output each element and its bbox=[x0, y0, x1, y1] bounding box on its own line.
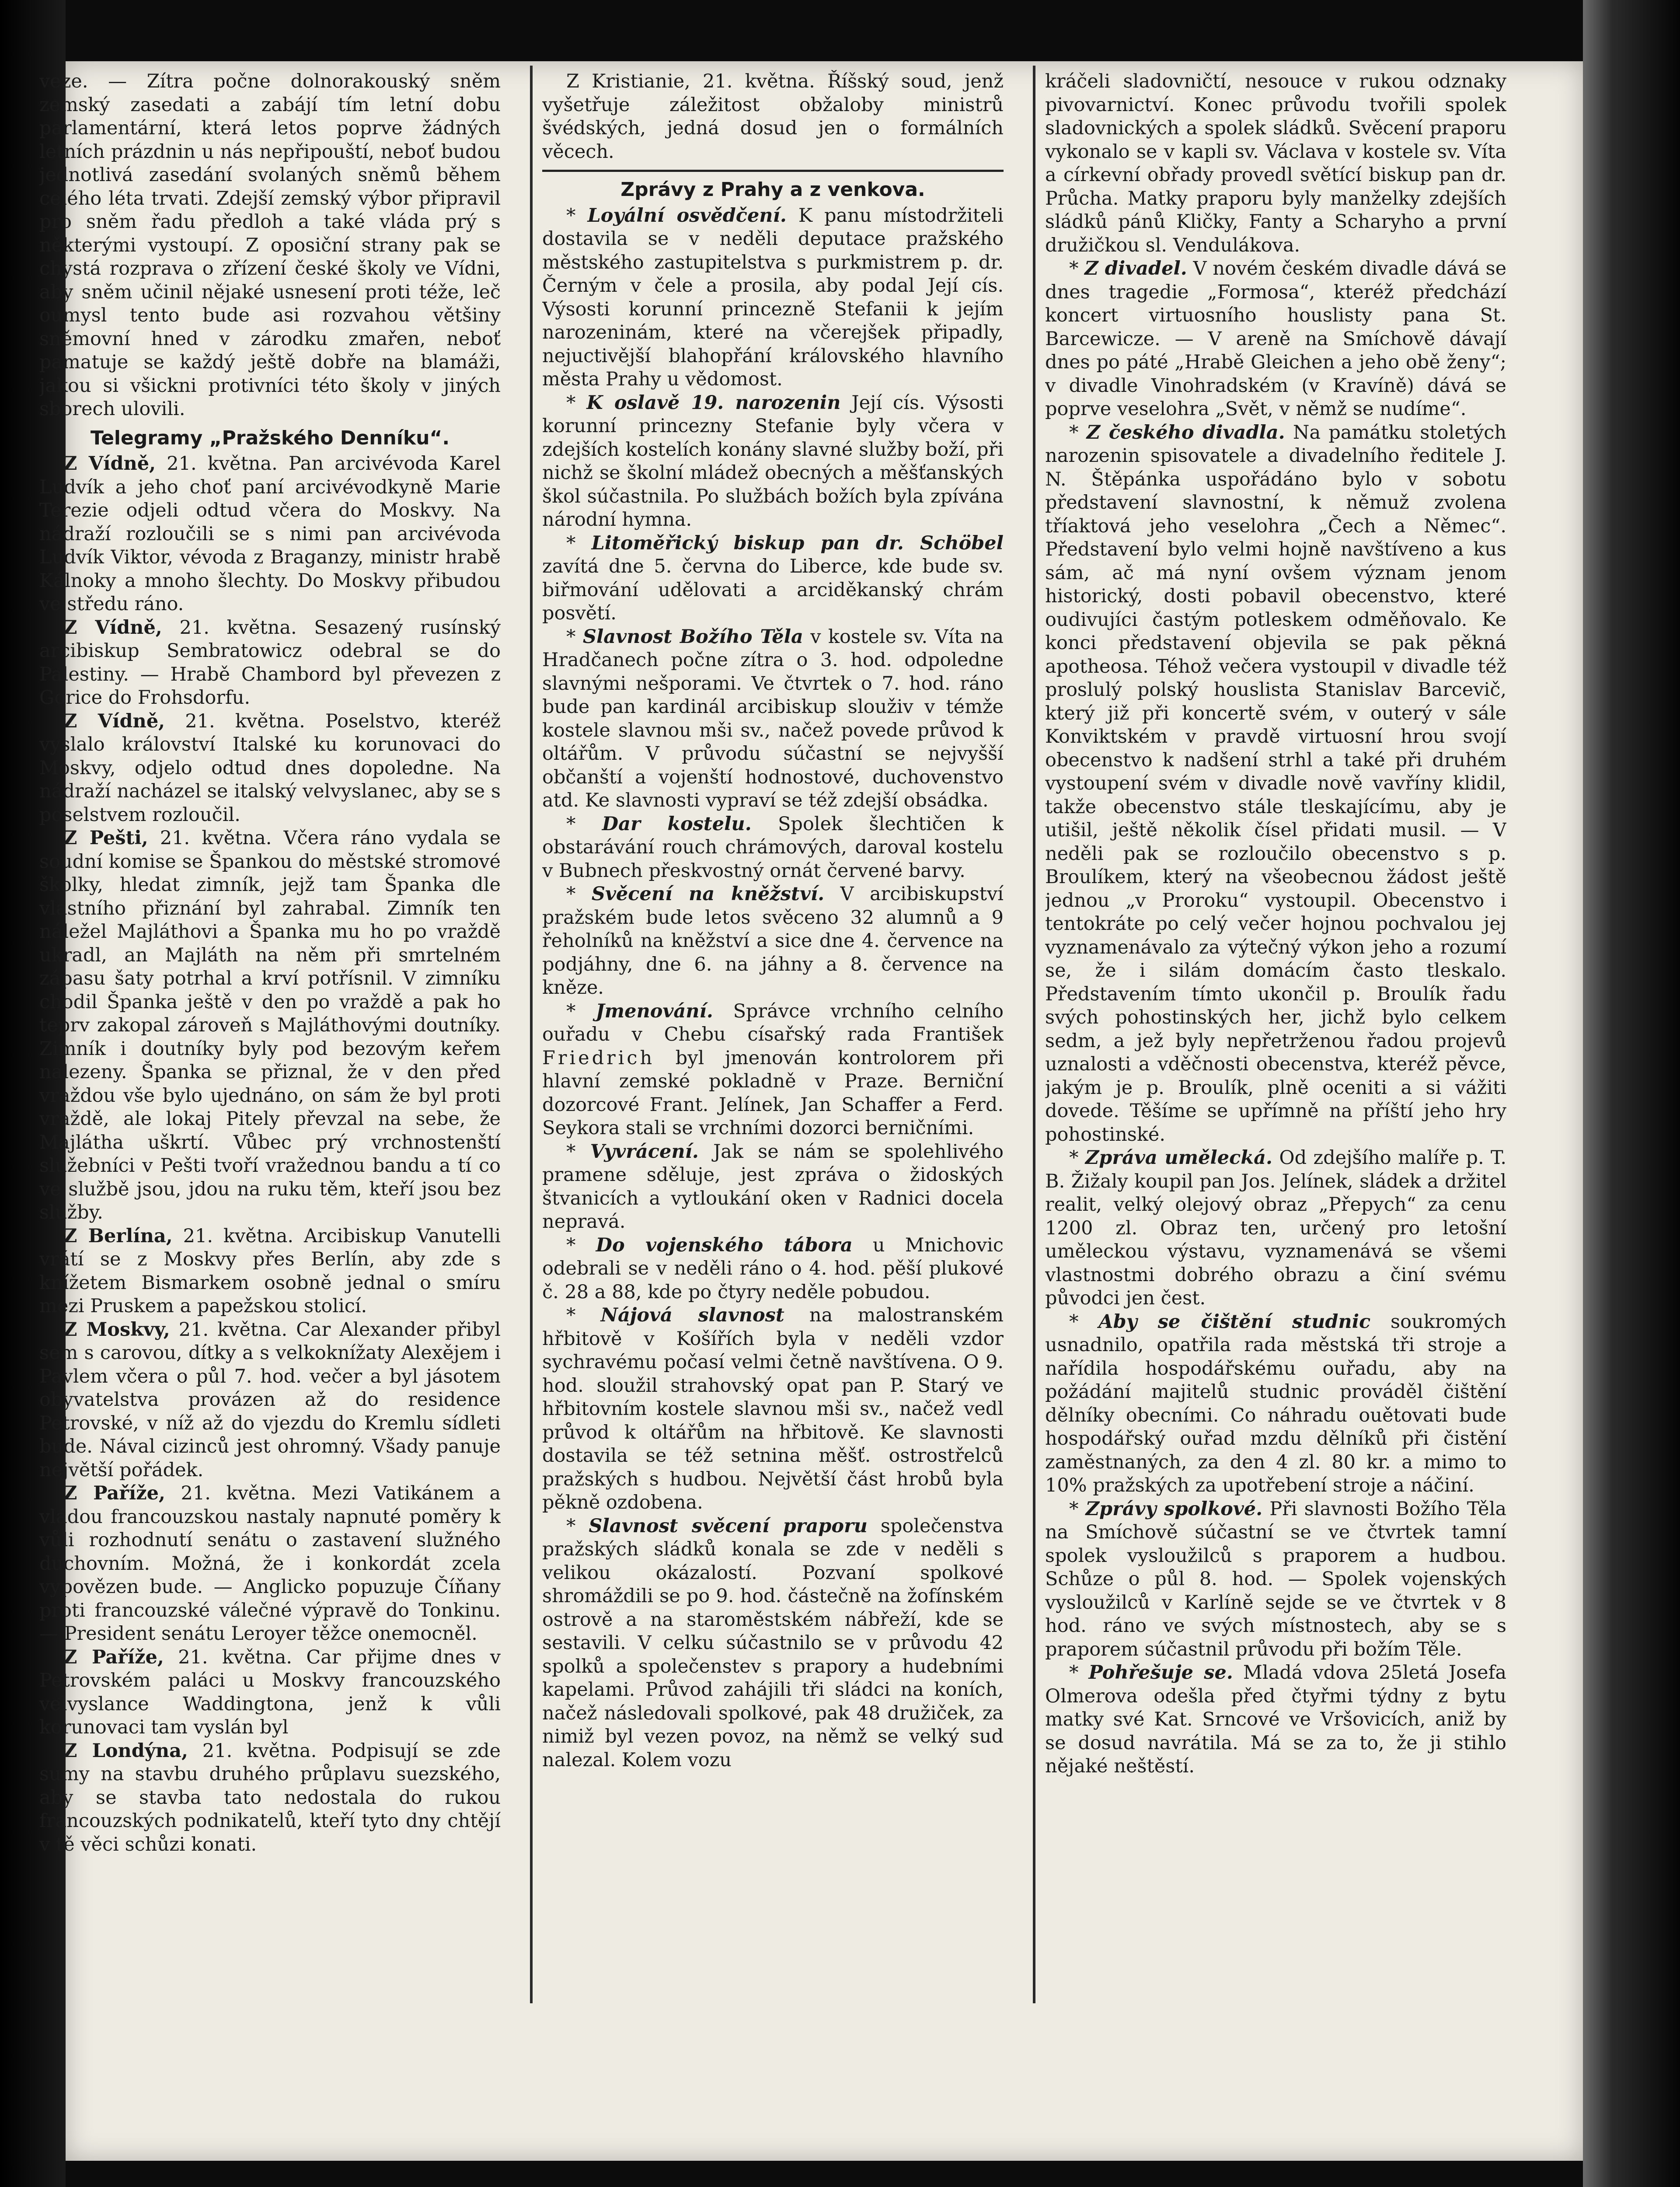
telegram bbox=[39, 452, 501, 616]
telegram-text: 21. května. Mezi Vatikánem a vládou francouzskou nastaly napnuté poměry k vůli rozhodnutí senátu o zastavení služného duchovním. Možná, že i konkordát zcela vypovězen bude. — Anglicko popuzuje Číňany proti francouzské válečné výpravě do Tonkinu. — President senátu Leroyer těžce onemocněl. bbox=[39, 1482, 501, 1645]
news-lead: Jmenování. bbox=[596, 1000, 713, 1022]
column-rule bbox=[530, 66, 533, 2003]
news-lead: Z českého divadla. bbox=[1086, 421, 1285, 444]
section-divider bbox=[542, 170, 1004, 172]
news-lead: Z divadel. bbox=[1084, 258, 1187, 279]
telegram-place: Z Berlína, bbox=[63, 1225, 173, 1247]
news-item: * Dar kostelu. Spolek šlechtičen k obstarávání rouch chrámových, daroval kostelu v Bubnech přeskvostný ornát červené barvy. bbox=[542, 813, 1004, 882]
news-item: * Nájová slavnost na malostranském hřbitově v Košířích byla v neděli vzdor sychravému počasí velmi četně navštívena. O 9. hod. sloužil strahovský opat pan P. Starý ve hřbitovním kostele slavnou mši sv., načež vedl průvod k oltářům na hřbitově. Ke slavnosti dostavila se též setnina měšť. ostrostřelců pražských s hudbou. Největší část hrobů byla pěkně ozdobena. bbox=[542, 1304, 1004, 1513]
scan-right-margin bbox=[1583, 0, 1680, 2187]
news-lead: Do vojenského tábora bbox=[596, 1234, 853, 1256]
telegram-place: Z Vídně, bbox=[63, 710, 165, 732]
news-text: Spolek šlechtičen k obstarávání rouch chrámových, daroval kostelu v Bubnech přeskvostný ornát červené barvy. bbox=[542, 813, 1004, 882]
news-item: * Loyální osvědčení. K panu místodržiteli dostavila se v neděli deputace pražského městského zastupitelstva s purkmistrem p. dr. Černým v čele a prosila, aby podal Její cís. Výsosti korunní princezně Stefanii k jejím narozeninám, které na včerejšek připadly, nejuctivější blahopřání královského hlavního města Prahy u vědomost. bbox=[542, 204, 1004, 390]
column-1 bbox=[39, 70, 501, 2016]
news-name: Friedrich bbox=[542, 1047, 655, 1069]
news-item: * Zpráva umělecká. Od zdejšího malíře p. T. B. Žižaly koupil pan Jos. Jelínek, sládek a držitel realit, velký olejový obraz „Přepych“ za cenu 1200 zl. Obraz ten, určený pro letošní uměleckou výstavu, vyznamenává se všemi vlastnostmi dobrého obrazu a činí svému původci jen čest. bbox=[1045, 1147, 1506, 1309]
telegram: Z Kristianie, 21. května. Říšský soud, jenž vyšetřuje záležitost obžaloby ministrů švédských, jedná dosud jen o formálních věcech. bbox=[542, 70, 1004, 163]
news-text: v kostele sv. Víta na Hradčanech počne zítra o 3. hod. odpoledne slavnými nešporami. Ve čtvrtek o 7. hod. ráno bude pan kardinál arcibiskup slouživ v témže kostele slavnou mši sv., načež povede průvod k oltářům. V průvodu súčastní se nejvyšší občanští a vojenští hodnostové, duchovenstvo atd. Ke slavnosti vypraví se též zdejší obsádka. bbox=[542, 625, 1004, 811]
news-lead: Slavnost Božího Těla bbox=[582, 625, 803, 648]
column-2 bbox=[542, 70, 1004, 2016]
telegram bbox=[39, 1646, 501, 1740]
column-rule bbox=[1033, 66, 1035, 2003]
news-text: zavítá dne 5. června do Liberce, kde bude sv. biřmování udělovati a arciděkanský chrám posvětí. bbox=[542, 555, 1004, 624]
section-heading: Telegramy „Pražského Denníku“. bbox=[90, 426, 450, 449]
news-text: V arcibiskupství pražském bude letos svěceno 32 alumnů a 9 řeholníků na kněžství a sice dne 4. července na podjáhny, dne 6. na jáhny a 8. července na kněze. bbox=[542, 883, 1004, 999]
column-3 bbox=[1045, 70, 1506, 2016]
news-item: * Jmenování. Správce vrchního celního ouřadu v Chebu císařský rada František Friedrich byl jmenován kontrolorem při hlavní zemské pokladně v Praze. Berniční dozorcové Frant. Jelínek, Jan Schaffer a Ferd. Seykora stali se vrchními dozorci berničními. bbox=[542, 1000, 1004, 1139]
telegram-place: Z Moskvy, bbox=[63, 1318, 170, 1341]
news-lead: Loyální osvědčení. bbox=[587, 204, 787, 227]
news-text: byl jmenován kontrolorem při hlavní zemské pokladně v Praze. Berniční dozorcové Frant. Jelínek, Jan Schaffer a Ferd. Seykora stali se vrchními dozorci berničními. bbox=[542, 1047, 1004, 1139]
telegram bbox=[39, 1225, 501, 1318]
telegram-text: 21. května. Podpisují se zde sumy na stavbu druhého průplavu suezského, aby se stavba tato nedostala do rukou francouzských podnikatelů, kteří tyto dny chtějí v tě věci schůzi konati. bbox=[39, 1740, 501, 1855]
telegram-place: Z Vídně, bbox=[63, 453, 156, 475]
news-item: * Z českého divadla. Na památku stoletých narozenin spisovatele a divadelního ředitele J. N. Štěpánka uspořádáno bylo v sobotu představení slavnostní, k němuž zvolena tříaktová jeho veselohra „Čech a Němec“. Představení bylo velmi hojně navštíveno a kus sám, ač má nyní ovšem význam jenom historický, dosti pobavil obecenstvo, které oudivujíci častým potleskem odměňovalo. Ke konci představení objevila se pak pěkná apotheosa. Téhož večera vystoupil v divadle též proslulý polský houslista Stanislav Barcevič, který již při koncertě svém, v outerý v sále Konviktském v pravdě virtuosní hrou svojí obecenstvo k nadšení strhl a také při druhém vystoupení svém v divadle nově vavříny klidil, takže obecenstvo stále tleskajícímu, aby je utišil, ještě několik čísel přidati musil. — V neděli pak se rozloučilo obecenstvo s p. Broulíkem, který na všeobecnou žádost ještě jednou „v Proroku“ vystoupil. Obecenstvo i tentokráte po celý večer hojnou pochvalou jej vyznamenávalo za výtečný výkon jeho a rozumí se, že i silám domácím často tleskalo. Představením tímto ukončil p. Broulík řadu svých pohostinských her, jichž bylo celkem sedm, a jež byly nepřetrženou řadou projevů uznalosti a vděčnosti obecenstva, kteréž pěvce, jakým je p. Broulík, plně oceniti a si vážiti dovede. Těšíme se upřímně na příští jeho hry pohostinské. bbox=[1045, 421, 1506, 1146]
news-lead: Zprávy spolkové. bbox=[1085, 1498, 1263, 1520]
news-text: Od zdejšího malíře p. T. B. Žižaly koupil pan Jos. Jelínek, sládek a držitel realit, velký olejový obraz „Přepych“ za cenu 1200 zl. Obraz ten, určený pro letošní uměleckou výstavu, vyznamenává se všemi vlastnostmi dobrého obrazu a činí svému původci jen čest. bbox=[1045, 1147, 1506, 1309]
news-text: Při slavnosti Božího Těla na Smíchově súčastní se ve čtvrtek tamní spolek vysloužilců s praporem a hudbou. Schůze o půl 8. hod. — Spolek vojenských vysloužilců v Karlíně sejde se ve čtvrtek v 8 hod. ráno ve svých místnostech, aby se s praporem súčastnil průvodu při božím Těle. bbox=[1045, 1498, 1506, 1660]
news-item: * Aby se čištění studnic soukromých usnadnilo, opatřila rada městská tři stroje a nařídila hospodářskému ouřadu, aby na požádání majitelů studnic prováděl čištění dělníky obecními. Co náhradu ouětovati bude hospodářský ouřad mzdu dělníků při čistění zaměstnaných, za den 4 zl. 80 kr. a mimo to 10% pražských za upotřebení stroje a náčiní. bbox=[1045, 1310, 1506, 1496]
telegram bbox=[39, 616, 501, 710]
news-item: * Pohřešuje se. Mladá vdova 25letá Josefa Olmerova odešla před čtyřmi týdny z bytu matky své Kat. Srncové ve Vršovicích, aniž by se dosud navrátila. Má se za to, že ji stihlo nějaké neštěstí. bbox=[1045, 1662, 1506, 1777]
news-lead: Aby se čištění studnic bbox=[1098, 1310, 1371, 1333]
telegram-text: 21. května. Sesazený rusínský arcibiskup Sembratowicz odebral se do Palestiny. — Hrabě Chambord byl převezen z Gorice do Frohsdorfu. bbox=[39, 616, 501, 709]
telegram bbox=[39, 1740, 501, 1857]
news-item: * Z divadel. V novém českém divadle dává se dnes tragedie „Formosa“, kteréž předchází koncert virtuosního houslisty pana St. Barcewicze. — V areně na Smíchově dávají dnes po páté „Hrabě Gleichen a jeho obě ženy“; v divadle Vinohradském (v Kravíně) dává se poprve veselohra „Svět, v němž se nudíme“. bbox=[1045, 258, 1506, 420]
telegram-text: 21. května. Včera ráno vydala se soudní komise se Špankou do městské stromové školky, hledat zimník, jejž tam Španka dle vlastního přiznání byl zahrabal. Zimník ten náležel Majláthovi a Španka mu ho po vraždě ukradl, an Majláth na něm při smrtelném zápasu šaty potrhal a krví potřísnil. V zimníku chodil Španka ještě v den po vraždě a pak ho teprv zakopal zároveň s Majláthovými doutníky. Zimník i doutníky byly pod bezovým keřem nalezeny. Španka se přiznal, že v den před vraždou vše bylo ujednáno, on sám že byl proti vraždě, ale lokaj Pitely převzal na sebe, že Majlátha uškrtí. Vůbec prý vrchnostenští služebníci v Pešti tvoří vražednou bandu a tí co ve službě jsou, jdou na ruku těm, kteří jsou bez služby. bbox=[39, 827, 501, 1223]
news-lead: K oslavě 19. narozenin bbox=[586, 391, 841, 414]
telegram-place: Z Vídně, bbox=[63, 616, 162, 639]
news-lead: Pohřešuje se. bbox=[1088, 1662, 1233, 1684]
news-item: * Litoměřický biskup pan dr. Schöbel zavítá dne 5. června do Liberce, kde bude sv. biřmování udělovati a arciděkanský chrám posvětí. bbox=[542, 532, 1004, 624]
news-lead: Vyvrácení. bbox=[590, 1140, 699, 1163]
telegram-text: 21. května. Poselstvo, kteréž vyslalo království Italské ku korunovaci do Moskvy, odjelo odtud dnes dopoledne. Na nádraží nacházel se italský velvyslanec, aby se s poselstvem rozloučil. bbox=[39, 710, 501, 826]
telegram-place: Z Paříže, bbox=[63, 1482, 165, 1504]
section-heading: Zprávy z Prahy a z venkova. bbox=[620, 178, 925, 201]
telegram bbox=[39, 827, 501, 1225]
news-item: * Slavnost Božího Těla v kostele sv. Víta na Hradčanech počne zítra o 3. hod. odpoledne slavnými nešporami. Ve čtvrtek o 7. hod. ráno bude pan kardinál arcibiskup slouživ v témže kostele slavnou mši sv., načež povede průvod k oltářům. V průvodu súčastní se nejvyšší občanští a vojenští hodnostové, duchovenstvo atd. Ke slavnosti vypraví se též zdejší obsádka. bbox=[542, 625, 1004, 811]
news-text: u Mnichovic odebrali se v neděli ráno o 4. hod. pěší plukové č. 28 a 88, kde po čtyry neděle pobudou. bbox=[542, 1234, 1004, 1303]
news-lead: Dar kostelu. bbox=[602, 813, 752, 835]
telegram-text: 21. května. Car Alexander přibyl sem s carovou, dítky a s velkoknížaty Alexějem i Pavlem včera o půl 7. hod. večer a byl jásotem obyvatelstva provázen až do residence Petrovské, v níž až do vjezdu do Kremlu sídleti bude. Nával cizinců jest ohromný. Všady panuje největší pořádek. bbox=[39, 1318, 501, 1481]
news-text: Mladá vdova 25letá Josefa Olmerova odešla před čtyřmi týdny z bytu matky své Kat. Srncové ve Vršovicích, aniž by se dosud navrátila. Má se za to, že ji stihlo nějaké neštěstí. bbox=[1045, 1662, 1506, 1777]
news-lead: Svěcení na kněžství. bbox=[591, 883, 825, 905]
news-text: Její cís. Výsosti korunní princezny Stefanie byly včera v zdejších kostelích konány slavné služby boží, při nichž se školní mládež obecných a měšťanských škol súčastnila. Po službách božích byla zpívána národní hymna. bbox=[542, 391, 1004, 531]
telegram-text: 21. května. Pan arcivévoda Karel Ludvík a jeho choť paní arcivévodkyně Marie Terezie odjeli odtud včera do Moskvy. Na nádraží rozloučili se s nimi pan arcivévoda Ludvík Viktor, vévoda z Braganzy, ministr hrabě Kálnoky a mnoho šlechty. Do Moskvy přibudou ve středu ráno. bbox=[39, 453, 501, 615]
news-text: na malostranském hřbitově v Košířích byla v neděli vzdor sychravému počasí velmi četně navštívena. O 9. hod. sloužil strahovský opat pan P. Starý ve hřbitovním kostele slavnou mši sv., načež vedl průvod k oltářům na hřbitově. Ke slavnosti dostavila se též setnina měšť. ostrostřelců pražských s hudbou. Největší část hrobů byla pěkně ozdobena. bbox=[542, 1304, 1004, 1513]
news-text: Jak se nám se spolehlivého pramene sděluje, jest zpráva o židoských štvanicích a vytloukání oken v Radnici docela nepravá. bbox=[542, 1140, 1004, 1233]
news-lead: Slavnost svěcení praporu bbox=[589, 1515, 868, 1537]
news-lead: Litoměřický biskup pan dr. Schöbel bbox=[591, 532, 1004, 554]
news-item: * Do vojenského tábora u Mnichovic odebrali se v neděli ráno o 4. hod. pěší plukové č. 28 a 88, kde po čtyry neděle pobudou. bbox=[542, 1234, 1004, 1303]
news-item: * Svěcení na kněžství. V arcibiskupství pražském bude letos svěceno 32 alumnů a 9 řeholníků na kněžství a sice dne 4. července na podjáhny, dne 6. na jáhny a 8. července na kněze. bbox=[542, 883, 1004, 999]
article-paragraph: kráčeli sladovničtí, nesouce v rukou odznaky pivovarnictví. Konec průvodu tvořili spolek sladovnických a spolek sládků. Svěcení praporu vykonalo se v kapli sv. Václava v kostele sv. Víta a církevní obřady provedl světící biskup pan dr. Průcha. Matky praporu byly manželky zdejších sládků pánů Kličky, Fanty a Scharyho a první družičkou sl. Vendulákova. bbox=[1045, 70, 1506, 256]
telegram-place: Z Pešti, bbox=[63, 827, 148, 849]
telegram bbox=[39, 1482, 501, 1646]
news-item: * K oslavě 19. narozenin Její cís. Výsosti korunní princezny Stefanie byly včera v zdejších kostelích konány slavné služby boží, při nichž se školní mládež obecných a měšťanských škol súčastnila. Po službách božích byla zpívána národní hymna. bbox=[542, 391, 1004, 531]
news-item: * Zprávy spolkové. Při slavnosti Božího Těla na Smíchově súčastní se ve čtvrtek tamní spolek vysloužilců s praporem a hudbou. Schůze o půl 8. hod. — Spolek vojenských vysloužilců v Karlíně sejde se ve čtvrtek v 8 hod. ráno ve svých místnostech, aby se s praporem súčastnil průvodu při božím Těle. bbox=[1045, 1498, 1506, 1660]
news-text: K panu místodržiteli dostavila se v neděli deputace pražského městského zastupitelstva s purkmistrem p. dr. Černým v čele a prosila, aby podal Její cís. Výsosti korunní princezně Stefanii k jejím narozeninám, které na včerejšek připadly, nejuctivější blahopřání královského hlavního města Prahy u vědomost. bbox=[542, 204, 1004, 390]
news-text: Správce vrchního celního ouřadu v Chebu císařský rada František bbox=[542, 1000, 1004, 1045]
news-item: * Vyvrácení. Jak se nám se spolehlivého pramene sděluje, jest zpráva o židoských štvanicích a vytloukání oken v Radnici docela nepravá. bbox=[542, 1140, 1004, 1233]
news-text: V novém českém divadle dává se dnes tragedie „Formosa“, kteréž předchází koncert virtuosního houslisty pana St. Barcewicze. — V areně na Smíchově dávají dnes po páté „Hrabě Gleichen a jeho obě ženy“; v divadle Vinohradském (v Kravíně) dává se poprve veselohra „Svět, v němž se nudíme“. bbox=[1045, 258, 1506, 420]
news-text: Na památku stoletých narozenin spisovatele a divadelního ředitele J. N. Štěpánka uspořádáno bylo v sobotu představení slavnostní, k němuž zvolena tříaktová jeho veselohra „Čech a Němec“. Představení bylo velmi hojně navštíveno a kus sám, ač má nyní ovšem význam jenom historický, dosti pobavil obecenstvo, které oudivujíci častým potleskem odměňovalo. Ke konci představení objevila se pak pěkná apotheosa. Téhož večera vystoupil v divadle též proslulý polský houslista Stanislav Barcevič, který již při koncertě svém, v outerý v sále Konviktském v pravdě virtuosní hrou svojí obecenstvo k nadšení strhl a také při druhém vystoupení svém v divadle nově vavříny klidil, takže obecenstvo stále tleskajícímu, aby je utišil, ještě několik čísel přidati musil. — V neděli pak se rozloučilo obecenstvo s p. Broulíkem, který na všeobecnou žádost ještě jednou „v Proroku“ vystoupil. Obecenstvo i tentokráte po celý večer hojnou pochvalou jej vyznamenávalo za výtečný výkon jeho a rozumí se, že i silám domácím často tleskalo. Představením tímto ukončil p. Broulík řadu svých pohostinských her, jichž bylo celkem sedm, a jež byly nepřetrženou řadou projevů uznalosti a vděčnosti obecenstva, kteréž pěvce, jakým je p. Broulík, plně oceniti a si vážiti dovede. Těšíme se upřímně na příští jeho hry pohostinské. bbox=[1045, 421, 1506, 1146]
news-lead: Nájová slavnost bbox=[600, 1304, 784, 1326]
news-item: * Slavnost svěcení praporu společenstva pražských sládků konala se zde v neděli s velikou okázalostí. Pozvaní spolkové shromáždili se po 9. hod. částečně na žofínském ostrově a na staroměstském nábřeží, kde se sestavili. V celku súčastnilo se v průvodu 42 spolků a společenstev s prapory a hudebními kapelami. Průvod zahájili tři sládci na koních, načež následovali spolkové, pak 48 družiček, za nimiž byl vezen povoz, na němž se velký sud nalezal. Kolem vozu bbox=[542, 1515, 1004, 1771]
telegram-place: Z Paříže, bbox=[63, 1646, 164, 1668]
telegram-text: 21. května. Car přijme dnes v Petrovském paláci u Moskvy francouzského velvyslance Waddingtona, jenž k vůli korunovaci tam vyslán byl bbox=[39, 1646, 501, 1738]
telegram-text: 21. května. Arcibiskup Vanutelli vrátí se z Moskvy přes Berlín, aby zde s knížetem Bismarkem osobně jednal o smíru mezi Pruskem a papežskou stolicí. bbox=[39, 1225, 501, 1317]
news-lead: Zpráva umělecká. bbox=[1085, 1147, 1272, 1169]
telegram-place: Z Londýna, bbox=[63, 1740, 188, 1762]
news-text: společenstva pražských sládků konala se zde v neděli s velikou okázalostí. Pozvaní spolkové shromáždili se po 9. hod. částečně na žofínském ostrově a na staroměstském nábřeží, kde se sestavili. V celku súčastnilo se v průvodu 42 spolků a společenstev s prapory a hudebními kapelami. Průvod zahájili tři sládci na koních, načež následovali spolkové, pak 48 družiček, za nimiž byl vezen povoz, na němž se velký sud nalezal. Kolem vozu bbox=[542, 1515, 1004, 1771]
article-paragraph: veze. — Zítra počne dolnorakouský sněm zemský zasedati a zabájí tím letní dobu parlamentární, která letos poprve žádných letních prázdnin u nás nepřipouští, neboť budou jednotlivá zasedání svolaných sněmů během celého léta trvati. Zdejší zemský výbor připravil pro sněm řadu předloh a také vláda prý s některými vystoupí. Z oposiční strany pak se chystá rozprava o zřízení české školy ve Vídni, aby sněm učinil nějaké usnesení proti téže, leč oumysl tento bude asi rozvahou většiny sněmovní hned v zárodku zmařen, neboť pamatuje se každý ještě dobře na blamáži, jakou si všickni protivníci této školy v jiných sborech ulovili. bbox=[39, 70, 501, 420]
telegram bbox=[39, 1318, 501, 1482]
news-text: soukromých usnadnilo, opatřila rada městská tři stroje a nařídila hospodářskému ouřadu, aby na požádání majitelů studnic prováděl čištění dělníky obecními. Co náhradu ouětovati bude hospodářský ouřad mzdu dělníků při čistění zaměstnaných, za den 4 zl. 80 kr. a mimo to 10% pražských za upotřebení stroje a náčiní. bbox=[1045, 1310, 1506, 1496]
telegram bbox=[39, 710, 501, 827]
